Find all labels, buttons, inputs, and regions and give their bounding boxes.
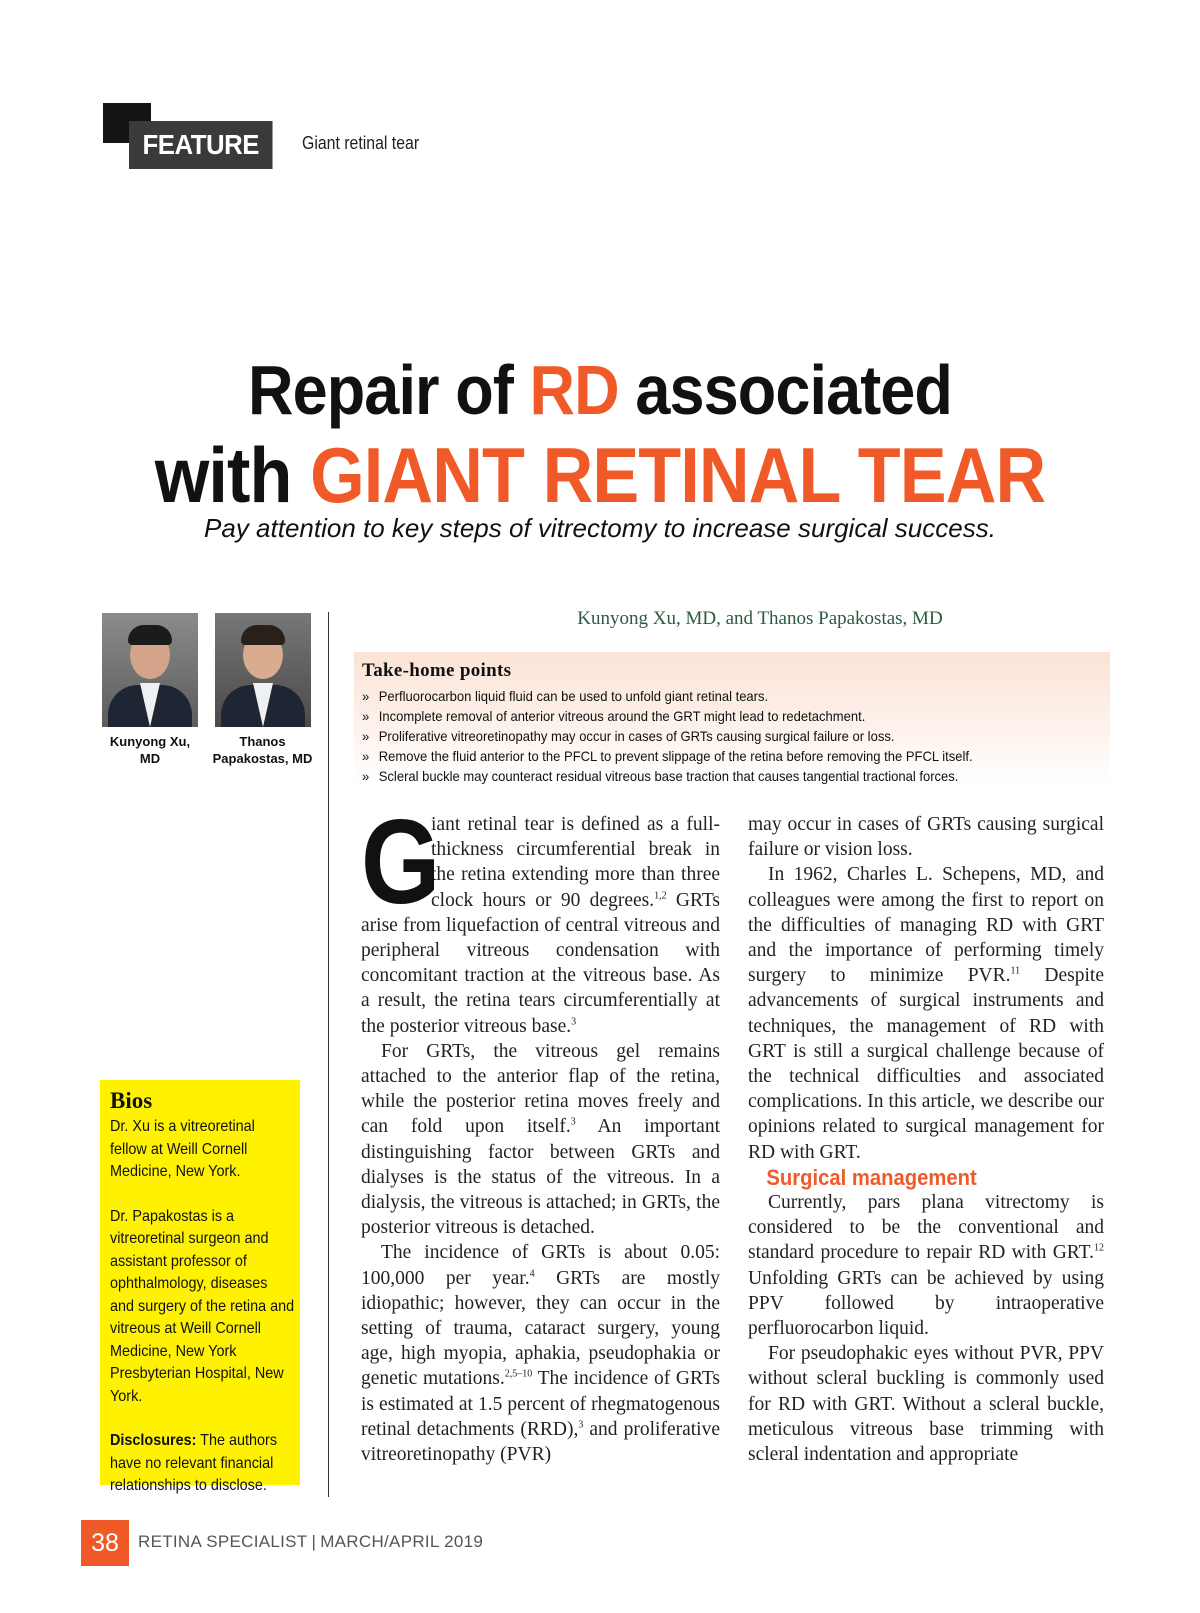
body-paragraph: In 1962, Charles L. Schepens, MD, and colleagues were among the first to report on the difficulties of managing RD with GRT and the importance of performing timely surgery to minimize PVR.$^{11}$ Despite advancements of surgical instruments and techniques, the management of RD with GRT is still a surgical challenge because of the technical difficulties and associated complications. In this article, we describe our opinions related to surgical management for RD with GRT. [748, 864, 1104, 1163]
photo-caption-papakostas: Thanos Papakostas, MD [212, 734, 313, 766]
headline-text: with [154, 431, 311, 519]
takehome-title: Take-home points [362, 660, 512, 681]
bio-xu: Dr. Xu is a vitreoretinal fellow at Weill Cornell Medicine, New York. [110, 1118, 255, 1180]
disclosures: Disclosures: The authors have no relevant financial relationships to disclose. [110, 1432, 278, 1494]
body-paragraph: For GRTs, the vitreous gel remains attached to the anterior flap of the retina, while the posterior retina moves freely and can fold upon itself.$^3$ An important distinguishing factor between GRTs and dialyses is the status of the vitreous. In a dialysis, the vitreous is attached; in GRTs, the posterior vitreous is detached. [361, 1040, 721, 1239]
takehome-box [354, 652, 1110, 784]
column-divider [328, 612, 329, 1497]
list-item: » Remove the fluid anterior to the PFCL to prevent slippage of the retina before removing the PFCL itself. [362, 748, 973, 764]
body-paragraph: G iant retinal tear is defined as a full-thickness circumferential break in the retina extending more than three clock hours or 90 degrees.$^{1,2}$ GRTs arise from liquefaction of central vitreous and peripheral vitreous condensation with concomitant traction at the vitreous base. As a result, the retina tears circumferentially at the posterior vitreous base.$^3$ [361, 795, 720, 1037]
page-number: 38 [81, 1520, 129, 1566]
list-item: » Perfluorocarbon liquid fluid can be used to unfold giant retinal tears. [362, 688, 769, 704]
deck-subtitle: Pay attention to key steps of vitrectomy to increase surgical success. [204, 513, 996, 543]
bios-box [100, 1080, 300, 1494]
bios-title: Bios [110, 1088, 153, 1113]
author-photo-papakostas [215, 613, 311, 727]
section-label: FEATURE [129, 121, 273, 169]
takehome-list [362, 686, 1019, 786]
list-item: » Proliferative vitreoretinopathy may occur in cases of GRTs causing surgical failure or loss. [362, 728, 895, 744]
subheading: Surgical management [766, 1164, 977, 1190]
footer-publication: RETINA SPECIALIST | MARCH/APRIL 2019 [138, 1532, 484, 1551]
author-photo-xu [102, 613, 198, 727]
body-paragraph: Currently, pars plana vitrectomy is considered to be the conventional and standard procedure to repair RD with GRT.$^{12}$ Unfolding GRTs can be achieved by using PPV followed by intraoperative perfluorocarbon liquid. [748, 1192, 1104, 1340]
body-paragraph: For pseudophakic eyes without PVR, PPV without scleral buckling is commonly used for RD with GRT. Without a scleral buckle, meticulous vitreous base trimming with scleral indentation and appropriate [748, 1343, 1104, 1466]
photo-caption-xu: Kunyong Xu, MD [109, 734, 191, 766]
body-paragraph: may occur in cases of GRTs causing surgical failure or vision loss. [748, 814, 1104, 861]
body-column-1 [361, 795, 721, 1467]
list-item: » Incomplete removal of anterior vitreous around the GRT might lead to redetachment. [362, 708, 866, 724]
headline-highlight: GIANT RETINAL TEAR [310, 431, 1046, 519]
byline: Kunyong Xu, MD, and Thanos Papakostas, MD [577, 608, 943, 629]
headline-text: associated [618, 351, 953, 429]
section-topic: Giant retinal tear [302, 133, 420, 153]
body-paragraph: The incidence of GRTs is about 0.05: 100,000 per year.$^4$ GRTs are mostly idiopathic; however, they can occur in the setting of trauma, cataract surgery, young age, high myopia, aphakia, pseudophakia or genetic mutations.$^{2,5-10}$ The incidence of GRTs is estimated at 1.5 percent of rhegmatogenous retinal detachments (RRD),$^3$ and proliferative vitreoretinopathy (PVR) [361, 1242, 720, 1466]
headline-line-2 [60, 432, 1140, 518]
headline-text: Repair of [247, 351, 530, 429]
drop-cap: G [361, 795, 441, 929]
headline-line-1 [60, 350, 1140, 430]
headline-highlight: RD [529, 351, 619, 429]
bio-papakostas: Dr. Papakostas is a vitreoretinal surgeon and assistant professor of ophthalmology, diseases and surgery of the retina and vitreous at Weill Cornell Medicine, New York Presbyterian Hospital, New York. [110, 1207, 295, 1405]
body-column-2 [748, 812, 1104, 1467]
list-item: » Scleral buckle may counteract residual vitreous base traction that causes tangential tractional forces. [362, 768, 959, 784]
